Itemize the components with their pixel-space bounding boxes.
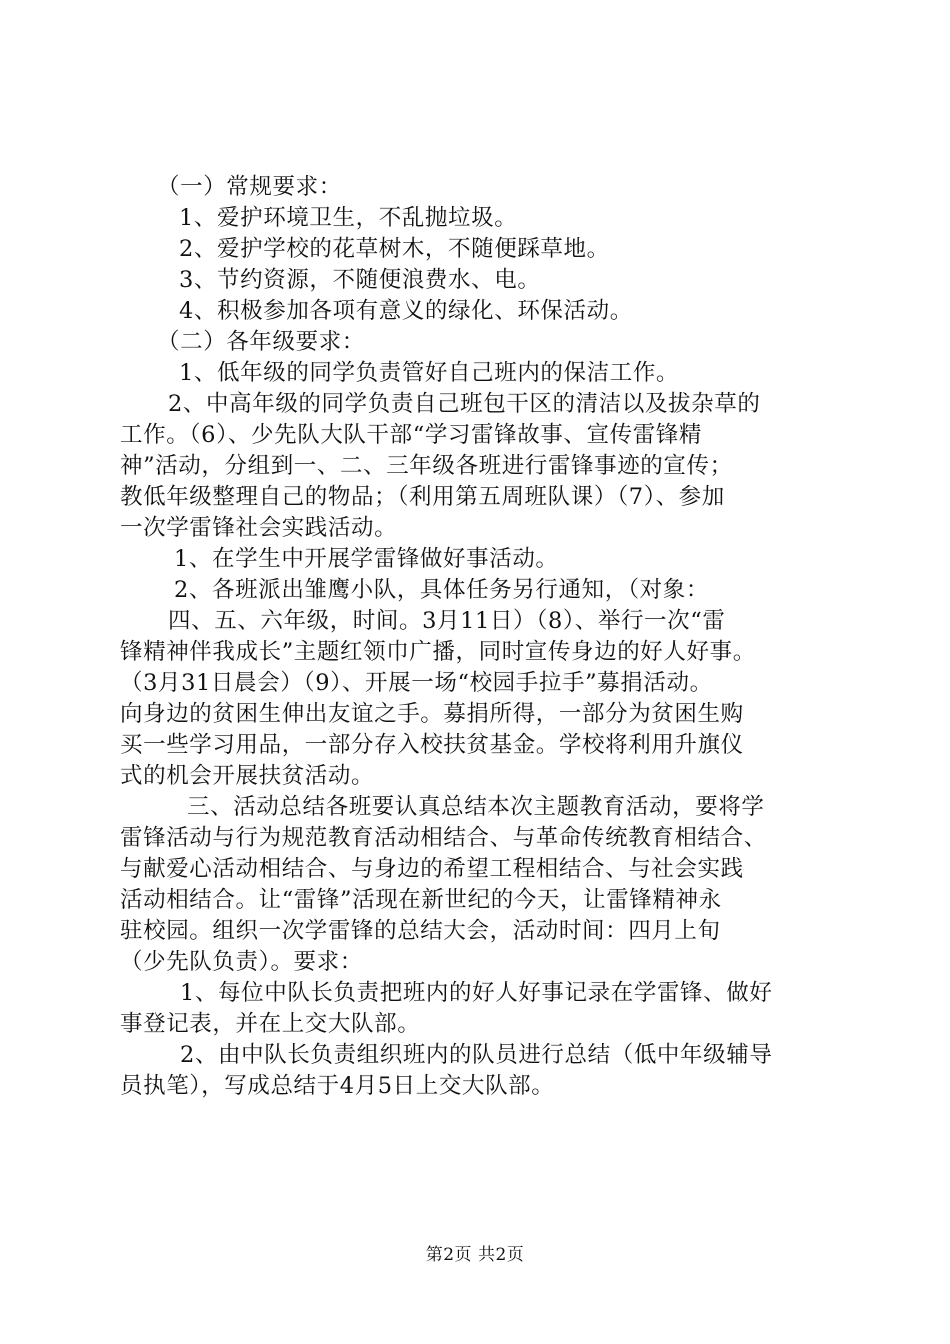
paragraph-line: 式的机会开展扶贫活动。 (120, 763, 375, 789)
document-body (120, 172, 840, 1102)
paragraph-line: 1、每位中队长负责把班内的好人好事记录在学雷锋、做好 (180, 980, 773, 1006)
paragraph-line: 4、积极参加各项有意义的绿化、环保活动。 (179, 298, 633, 324)
paragraph-line: 锋精神伴我成长”主题红领巾广播，同时宣传身边的好人好事。 (120, 639, 756, 665)
paragraph-line: 雷锋活动与行为规范教育活动相结合、与革命传统教育相结合、 (120, 825, 767, 851)
paragraph-line: 向身边的贫困生伸出友谊之手。募捐所得，一部分为贫困生购 (120, 701, 744, 727)
paragraph-line: 2、由中队长负责组织班内的队员进行总结（低中年级辅导 (180, 1042, 773, 1068)
paragraph-line: 3、节约资源，不随便浪费水、电。 (179, 267, 541, 293)
paragraph-line: 1、低年级的同学负责管好自己班内的保洁工作。 (179, 360, 680, 386)
paragraph-line: 1、爱护环境卫生，不乱抛垃圾。 (179, 205, 518, 231)
paragraph-line: 与献爱心活动相结合、与身边的希望工程相结合、与社会实践 (120, 856, 744, 882)
paragraph-line: 四、五、六年级，时间。3月11日）（8）、举行一次“雷 (168, 608, 726, 634)
section-heading-general: （一）常规要求： (157, 174, 342, 200)
paragraph-line: 一次学雷锋社会实践活动。 (120, 515, 398, 541)
page-number-footer: 第2页 共2页 (425, 1245, 525, 1265)
paragraph-line: 2、爱护学校的花草树木，不随便踩草地。 (179, 236, 610, 262)
paragraph-line: 工作。（6）、少先队大队干部“学习雷锋故事、宣传雷锋精 (120, 422, 703, 448)
paragraph-line: 买一些学习用品，一部分存入校扶贫基金。学校将利用升旗仪 (120, 732, 744, 758)
paragraph-line: 员执笔），写成总结于4月5日上交大队部。 (120, 1073, 555, 1099)
paragraph-line: 1、在学生中开展学雷锋做好事活动。 (174, 546, 559, 572)
paragraph-line: 教低年级整理自己的物品；（利用第五周班队课）（7）、参加 (120, 484, 725, 510)
paragraph-line: 神”活动，分组到一、二、三年级各班进行雷锋事迹的宣传； (120, 453, 733, 479)
paragraph-line: （3月31日晨会）（9）、开展一场“校园手拉手”募捐活动。 (120, 670, 713, 696)
paragraph-line: （少先队负责）。要求： (120, 949, 363, 975)
paragraph-line: 活动相结合。让“雷锋”活现在新世纪的今天，让雷锋精神永 (120, 887, 722, 913)
paragraph-line: 2、各班派出雏鹰小队，具体任务另行通知，（对象： (174, 577, 709, 603)
paragraph-line: 事登记表，并在上交大队部。 (120, 1011, 421, 1037)
section-heading-grades: （二）各年级要求： (157, 329, 365, 355)
section-heading-summary: 三、活动总结各班要认真总结本次主题教育活动，要将学 (187, 794, 765, 820)
paragraph-line: 驻校园。组织一次学雷锋的总结大会，活动时间：四月上旬 (120, 918, 721, 944)
paragraph-line: 2、中高年级的同学负责自己班包干区的清洁以及拔杂草的 (168, 391, 761, 417)
